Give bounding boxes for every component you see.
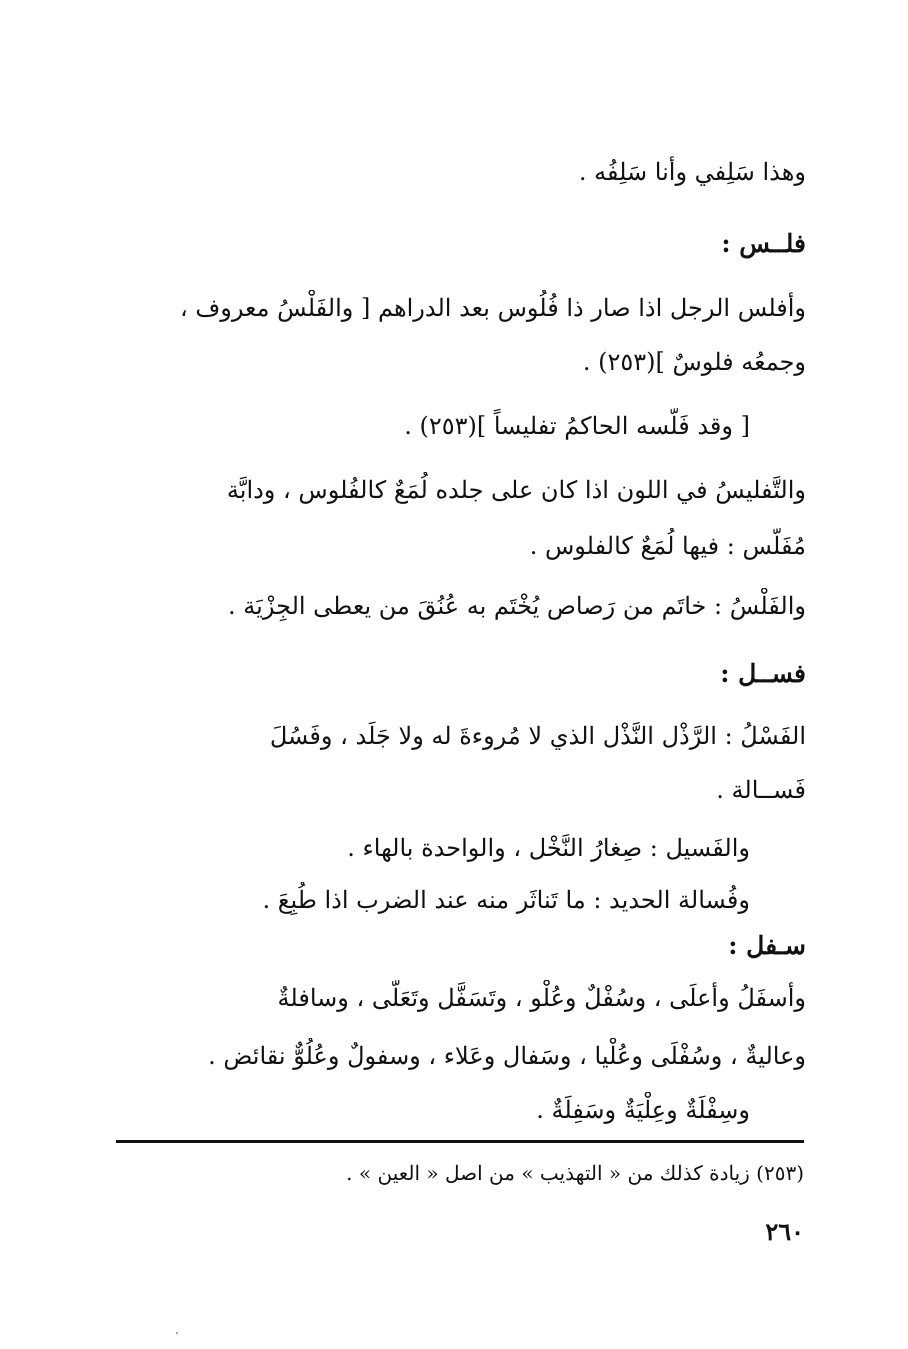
text-line-8: الفَسْلُ : الرَّذْل النَّذْل الذي لا مُروءةَ له ولا جَلَد ، وفَسُلَ: [269, 722, 806, 750]
text-line-11: وفُسالة الحديد : ما تَناثَر منه عند الضرب اذا طُبِعَ .: [262, 886, 750, 914]
text-line-2: وأفلس الرجل اذا صار ذا فُلُوس بعد الدراهم [ والفَلْسُ معروف ،: [179, 294, 806, 322]
scan-speck: [176, 1332, 178, 1334]
footnote-separator: [116, 1140, 804, 1143]
text-line-7: والفَلْسُ : خاتَم من رَصاص يُخْتَم به عُنُقَ من يعطى الجِزْيَة .: [228, 592, 806, 620]
text-line-6: مُفَلَّس : فيها لُمَعٌ كالفلوس .: [529, 532, 806, 560]
entry-heading-fls: فلــس :: [721, 229, 806, 258]
text-line-1: وهذا سَلِفي وأنا سَلِفُه .: [578, 158, 806, 186]
text-line-4: [ وقد فَلَّسه الحاكمُ تفليساً ](٢٥٣) .: [404, 412, 750, 440]
text-line-10: والفَسيل : صِغارُ النَّخْل ، والواحدة بالهاء .: [347, 834, 750, 862]
text-line-14: وسِفْلَةٌ وعِلْيَةٌ وسَفِلَةٌ .: [536, 1096, 750, 1124]
text-line-5: والتَّفليسُ في اللون اذا كان على جلده لُمَعٌ كالفُلوس ، ودابَّة: [226, 476, 806, 504]
text-line-12: وأسفَلُ وأعلَى ، وسُفْلٌ وعُلْو ، وتَسَفَّل وتَعَلَّى ، وسافلةٌ: [277, 984, 806, 1012]
page-number: ٢٦٠: [765, 1217, 804, 1246]
footnote: (٢٥٣) زيادة كذلك من « التهذيب » من اصل « العين » .: [346, 1161, 804, 1185]
entry-heading-fsl: فســل :: [720, 659, 806, 688]
text-line-9: فَســالة .: [716, 776, 806, 804]
entry-heading-sfl: سـفل :: [728, 931, 806, 960]
text-line-13: وعاليةٌ ، وسُفْلَى وعُلْيا ، وسَفال وعَلاء ، وسفولٌ وعُلُوٌّ نقائض .: [208, 1042, 806, 1070]
text-line-3: وجمعُه فلوسٌ ](٢٥٣) .: [582, 348, 806, 376]
